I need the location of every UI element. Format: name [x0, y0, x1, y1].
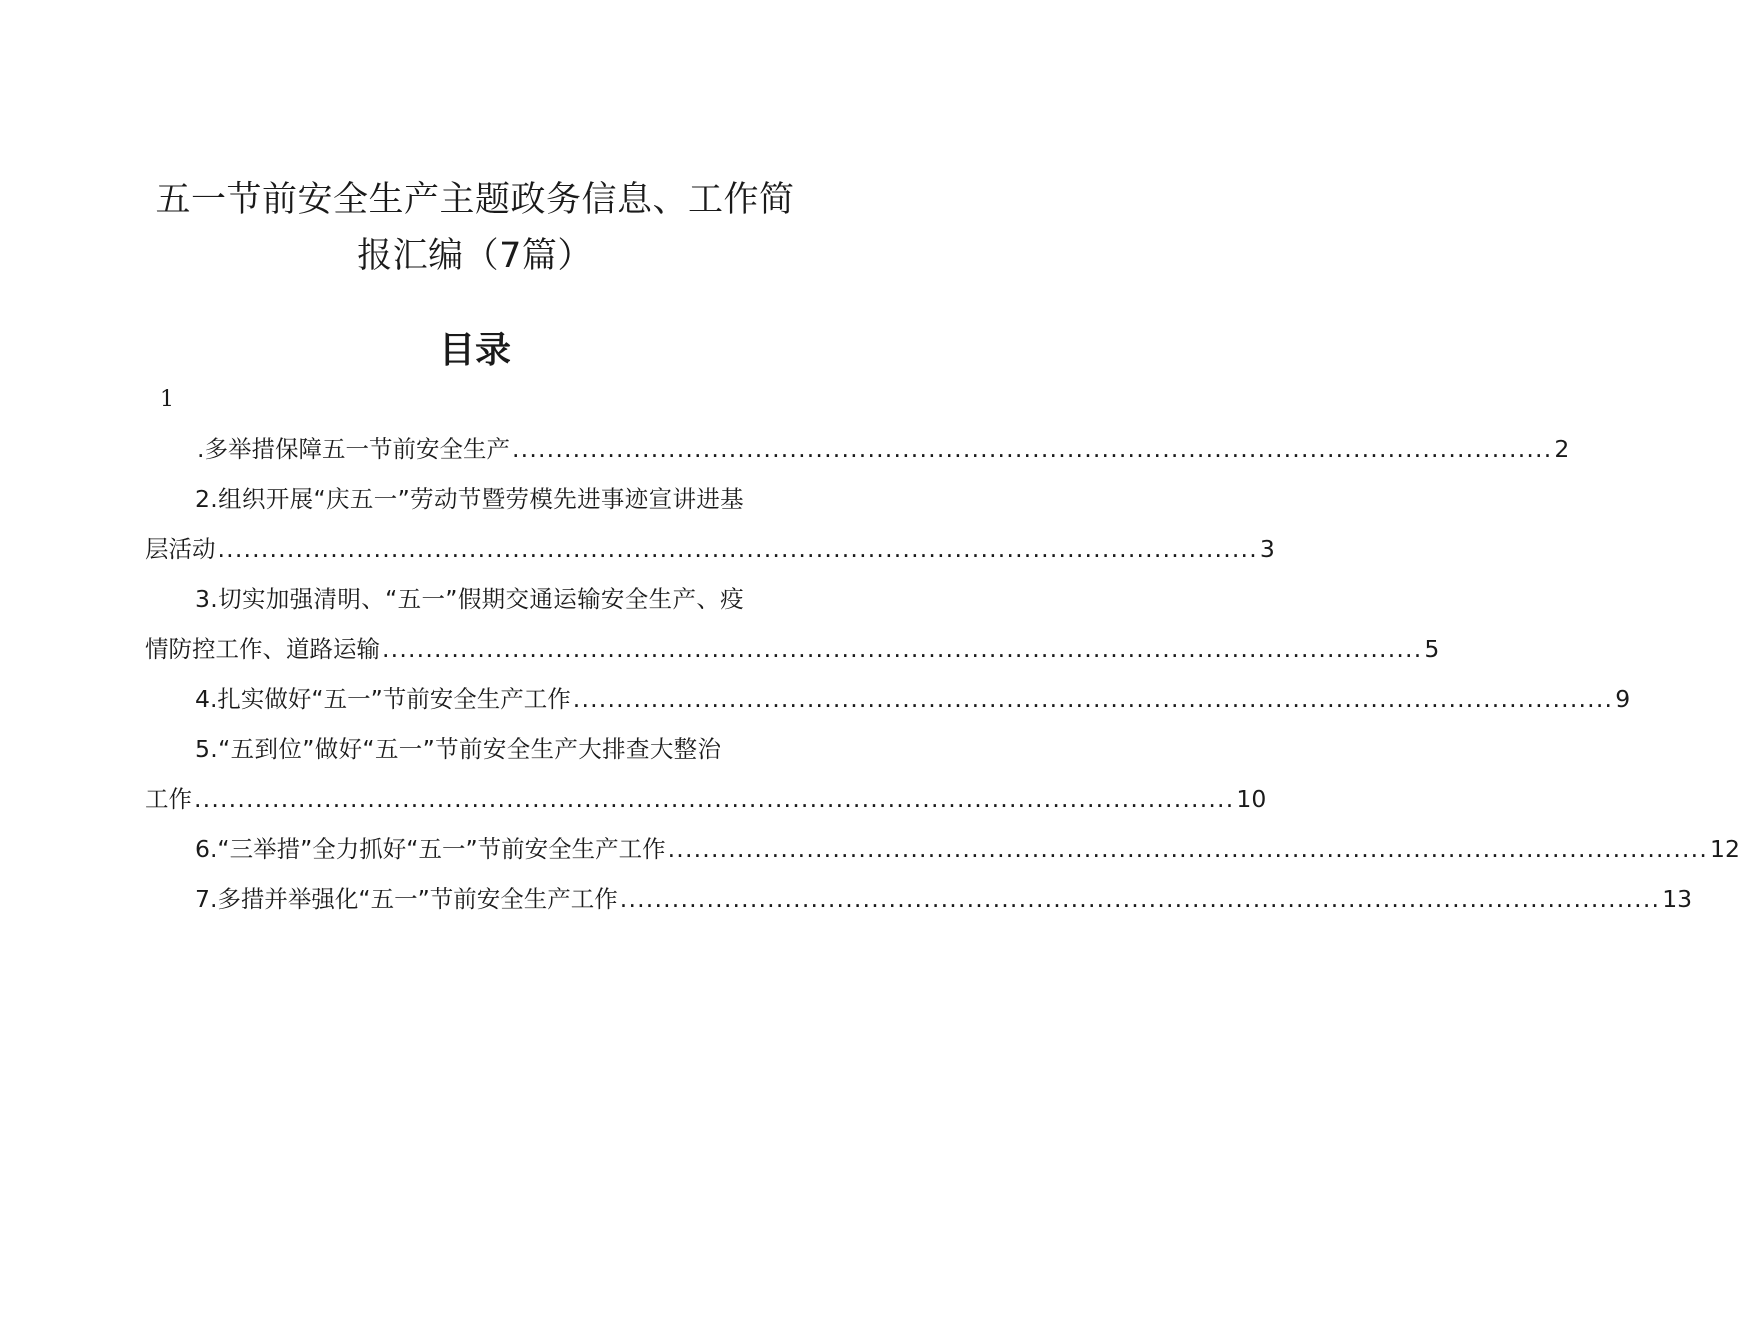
- toc-page-number: 13: [1662, 885, 1693, 913]
- toc-entry-text: 3.切实加强清明、“五一”假期交通运输安全生产、疫: [195, 585, 745, 613]
- toc-entry-text: 工作: [145, 785, 192, 813]
- toc-entry-6[interactable]: [145, 824, 1740, 874]
- toc-page-number: 3: [1259, 535, 1275, 563]
- toc-dot-leader: ........................................................................................................................: [667, 835, 1709, 863]
- toc-entry-text: 7.多措并举强化“五一”节前安全生产工作: [195, 885, 618, 913]
- toc-page-number: 12: [1710, 835, 1740, 863]
- toc-dot-leader: ........................................................................................................................: [619, 885, 1661, 913]
- toc-entry-text: 6.“三举措”全力抓好“五一”节前安全生产工作: [195, 835, 666, 863]
- toc-entry-3-line-1[interactable]: [145, 574, 805, 624]
- toc-entry-2-line-1[interactable]: [145, 474, 805, 524]
- toc-page-number: 9: [1615, 685, 1631, 713]
- toc-entry-text: 情防控工作、道路运输: [145, 635, 380, 663]
- toc-entry-7[interactable]: [145, 874, 1693, 924]
- toc-dot-leader: ........................................................................................................................: [194, 785, 1235, 813]
- toc-entry-text: .多举措保障五一节前安全生产: [197, 435, 510, 463]
- toc-heading: 目录: [438, 330, 511, 371]
- toc-entry-2-line-2[interactable]: [145, 524, 1275, 574]
- toc-entry-3-line-2[interactable]: [145, 624, 1440, 674]
- toc-page-number: 10: [1236, 785, 1267, 813]
- toc-dot-leader: ........................................................................................................................: [382, 635, 1423, 663]
- toc-entry-5-line-2[interactable]: [145, 774, 1267, 824]
- table-of-contents: [145, 424, 1740, 924]
- toc-entry-text: 4.扎实做好“五一”节前安全生产工作: [195, 685, 571, 713]
- toc-dot-leader: ........................................................................................................................: [511, 435, 1553, 463]
- stray-number: 1: [160, 387, 174, 412]
- toc-dot-leader: ........................................................................................................................: [217, 535, 1258, 563]
- toc-page-number: 5: [1424, 635, 1440, 663]
- document-title-line-1: 五一节前安全生产主题政务信息、工作简: [155, 180, 795, 220]
- toc-dot-leader: ........................................................................................................................: [572, 685, 1614, 713]
- document-title-line-2: 报汇编（7篇）: [357, 236, 593, 276]
- document-title: [140, 172, 810, 284]
- toc-entry-text: 2.组织开展“庆五一”劳动节暨劳模先进事迹宣讲进基: [195, 485, 745, 513]
- toc-page-number: 2: [1554, 435, 1570, 463]
- toc-entry-1[interactable]: [145, 424, 1570, 474]
- toc-entry-5-line-1[interactable]: [145, 724, 805, 774]
- toc-entry-text: 层活动: [145, 535, 216, 563]
- toc-entry-text: 5.“五到位”做好“五一”节前安全生产大排查大整治: [195, 735, 722, 763]
- toc-entry-4[interactable]: [145, 674, 1631, 724]
